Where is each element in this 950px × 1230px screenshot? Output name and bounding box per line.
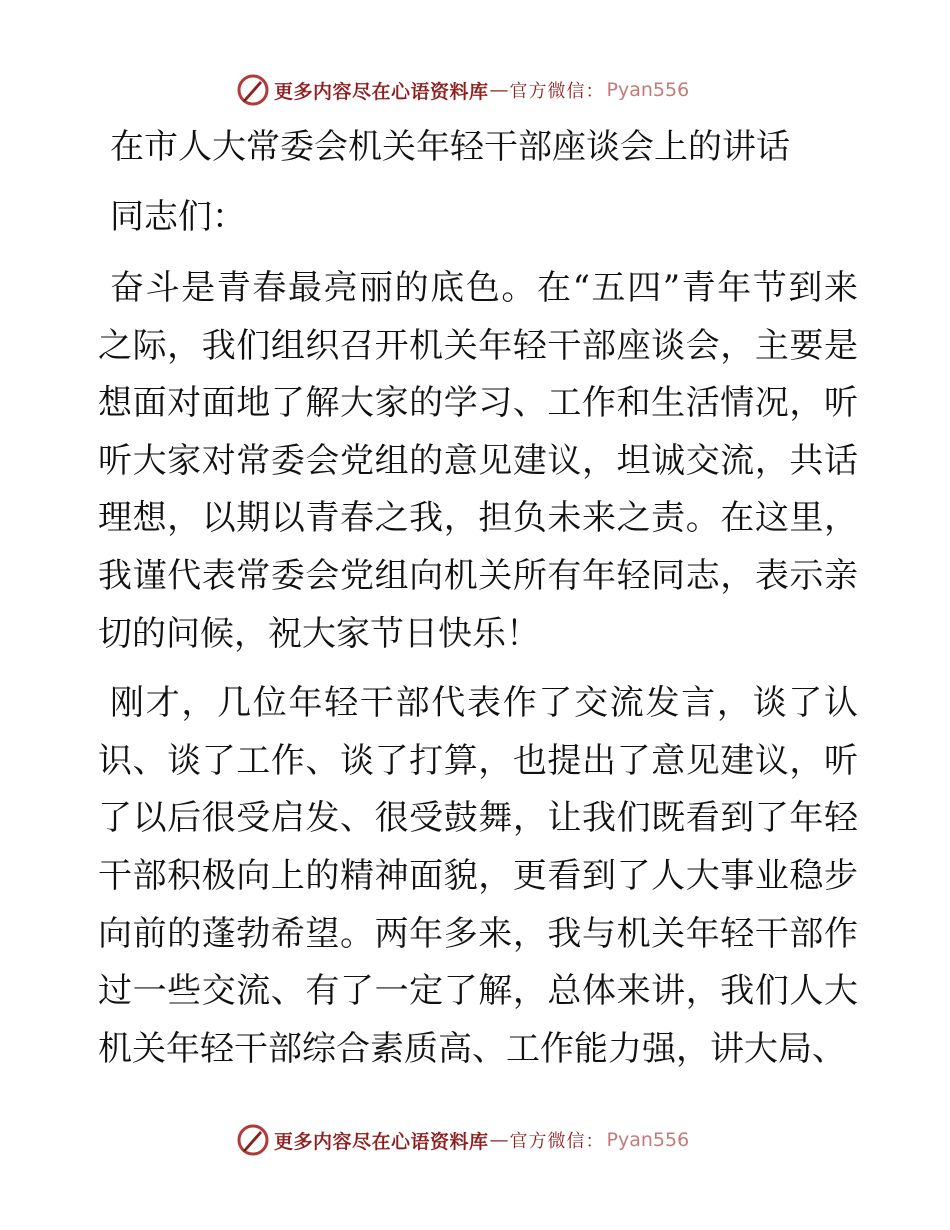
watermark-wechat-label: 官方微信： (509, 1131, 605, 1152)
watermark-wechat-label: 官方微信： (509, 81, 605, 102)
document-title: 在市人大常委会机关年轻干部座谈会上的讲话 (110, 127, 790, 167)
footer-watermark (236, 1122, 689, 1158)
quill-pen-logo-icon (236, 73, 270, 107)
watermark-wechat-id: Pyan556 (606, 1129, 690, 1151)
salutation: 同志们： (110, 197, 246, 237)
document-body (98, 122, 858, 1078)
watermark-separator: — (489, 1129, 509, 1151)
paragraph: 奋斗是青春最亮丽的底色。在“五四”青年节到来之际，我们组织召开机关年轻干部座谈会，主要是想面对面地了解大家的学习、工作和生活情况，听听大家对常委会党组的意见建议，坦诚交流，共话理想，以期以青春之我，担负未来之责。在这里，我谨代表常委会党组向机关所有年轻同志，表示亲切的问候，祝大家节日快乐！ (98, 268, 858, 654)
header-watermark (236, 72, 689, 108)
watermark-brand-text: 更多内容尽在心语资料库 (274, 1130, 489, 1153)
quill-pen-logo-icon (236, 1123, 270, 1157)
watermark-separator: — (489, 79, 509, 101)
watermark-brand-text: 更多内容尽在心语资料库 (274, 80, 489, 103)
paragraph: 刚才，几位年轻干部代表作了交流发言，谈了认识、谈了工作、谈了打算，也提出了意见建议，听了以后很受启发、很受鼓舞，让我们既看到了年轻干部积极向上的精神面貌，更看到了人大事业稳步向前的蓬勃希望。两年多来，我与机关年轻干部作过一些交流、有了一定了解，总体来讲，我们人大机关年轻干部综合素质高、工作能力强，讲大局、 (98, 683, 858, 1069)
watermark-wechat-id: Pyan556 (606, 79, 690, 101)
